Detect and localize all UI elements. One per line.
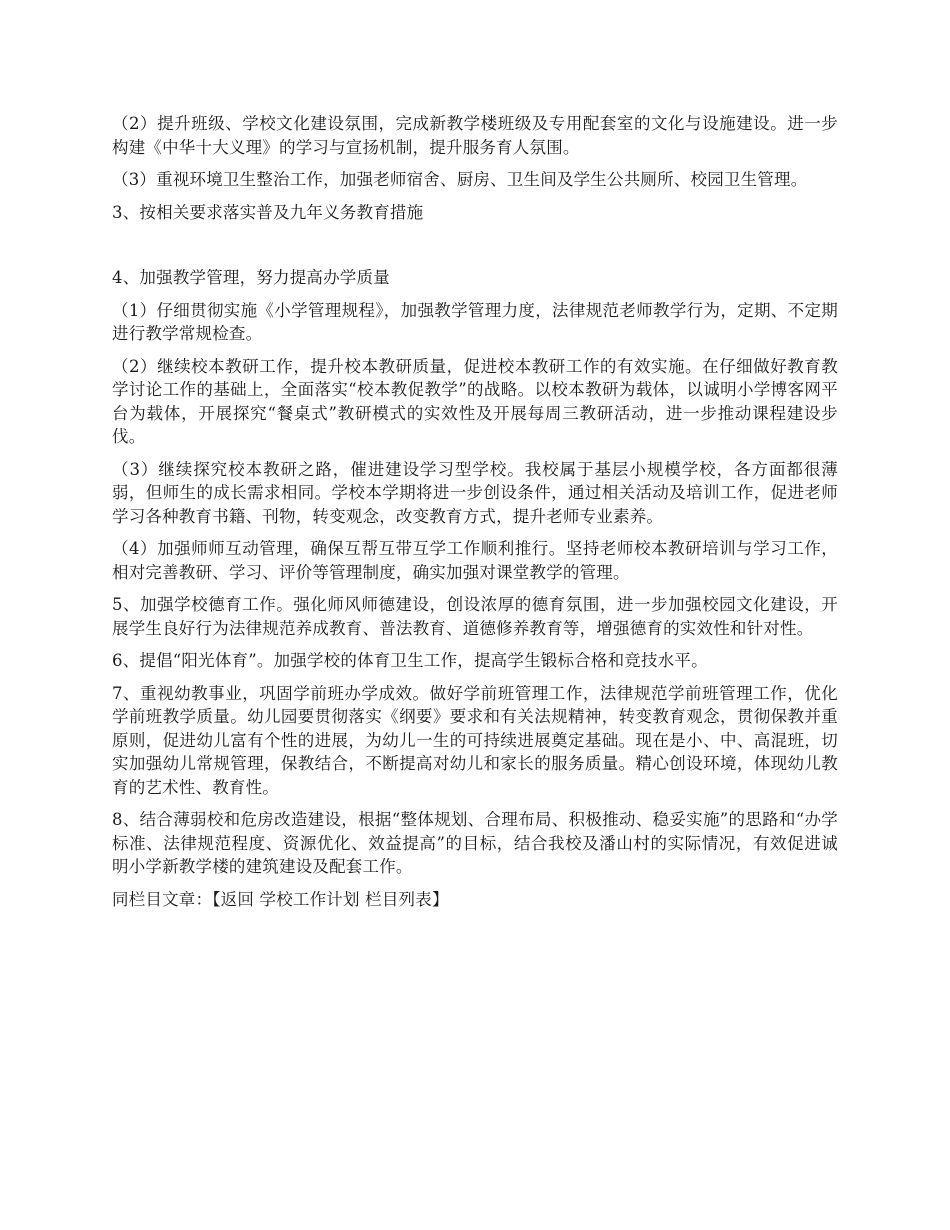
paragraph: （3）重视环境卫生整治工作，加强老师宿舍、厨房、卫生间及学生公共厕所、校园卫生管理。: [112, 170, 808, 189]
document-body: [112, 112, 838, 911]
related-articles-label: 同栏目文章：: [112, 889, 213, 909]
paragraph: （3）继续探究校本教研之路，催进建设学习型学校。我校属于基层小规模学校，各方面都很薄弱，但师生的成长需求相同。学校本学期将进一步创设条件，通过相关活动及培训工作，促进老师学习各种教育书籍、刊物，转变观念，改变教育方式，提升老师专业素养。: [112, 459, 838, 526]
paragraph: 7、重视幼教事业，巩固学前班办学成效。做好学前班管理工作，法律规范学前班管理工作，优化学前班教学质量。幼儿园要贯彻落实《纲要》要求和有关法规精神，转变教育观念，贯彻保教并重原则，促进幼儿富有个性的进展，为幼儿一生的可持续进展奠定基础。现在是小、中、高混班，切实加强幼儿常规管理，保教结合，不断提高对幼儿和家长的服务质量。精心创设环境，体现幼儿教育的艺术性、教育性。: [112, 683, 838, 797]
back-to-category-link[interactable]: 【返回 学校工作计划 栏目列表】: [212, 889, 449, 909]
paragraph: 6、提倡“阳光体育”。加强学校的体育卫生工作，提高学生锻标合格和竞技水平。: [112, 651, 708, 670]
paragraph: （2）继续校本教研工作，提升校本教研质量，促进校本教研工作的有效实施。在仔细做好教育教学讨论工作的基础上，全面落实“校本教促教学”的战略。以校本教研为载体，以诚明小学博客网平台为载体，开展探究“餐桌式”教研模式的实效性及开展每周三教研活动，进一步推动课程建设步伐。: [112, 356, 838, 446]
related-articles-line: [112, 888, 838, 912]
paragraph: （4）加强师师互动管理，确保互帮互带互学工作顺利推行。坚持老师校本教研培训与学习工作，相对完善教研、学习、评价等管理制度，确实加强对课堂教学的管理。: [112, 539, 838, 582]
section-heading: 4、加强教学管理，努力提高办学质量: [112, 268, 390, 287]
paragraph: （2）提升班级、学校文化建设氛围，完成新教学楼班级及专用配套室的文化与设施建设。进一步构建《中华十大义理》的学习与宣扬机制，提升服务育人氛围。: [112, 114, 838, 157]
paragraph: （1）仔细贯彻实施《小学管理规程》，加强教学管理力度，法律规范老师教学行为，定期、不定期进行教学常规检查。: [112, 300, 838, 343]
paragraph: 5、加强学校德育工作。强化师风师德建设，创设浓厚的德育氛围，进一步加强校园文化建设，开展学生良好行为法律规范养成教育、普法教育、道德修养教育等，增强德育的实效性和针对性。: [112, 595, 838, 638]
paragraph: 8、结合薄弱校和危房改造建设，根据“整体规划、合理布局、积极推动、稳妥实施”的思路和“办学标准、法律规范程度、资源优化、效益提高”的目标，结合我校及潘山村的实际情况，有效促进诚明小学新教学楼的建筑建设及配套工作。: [112, 810, 838, 876]
section-heading: 3、按相关要求落实普及九年义务教育措施: [112, 202, 424, 222]
